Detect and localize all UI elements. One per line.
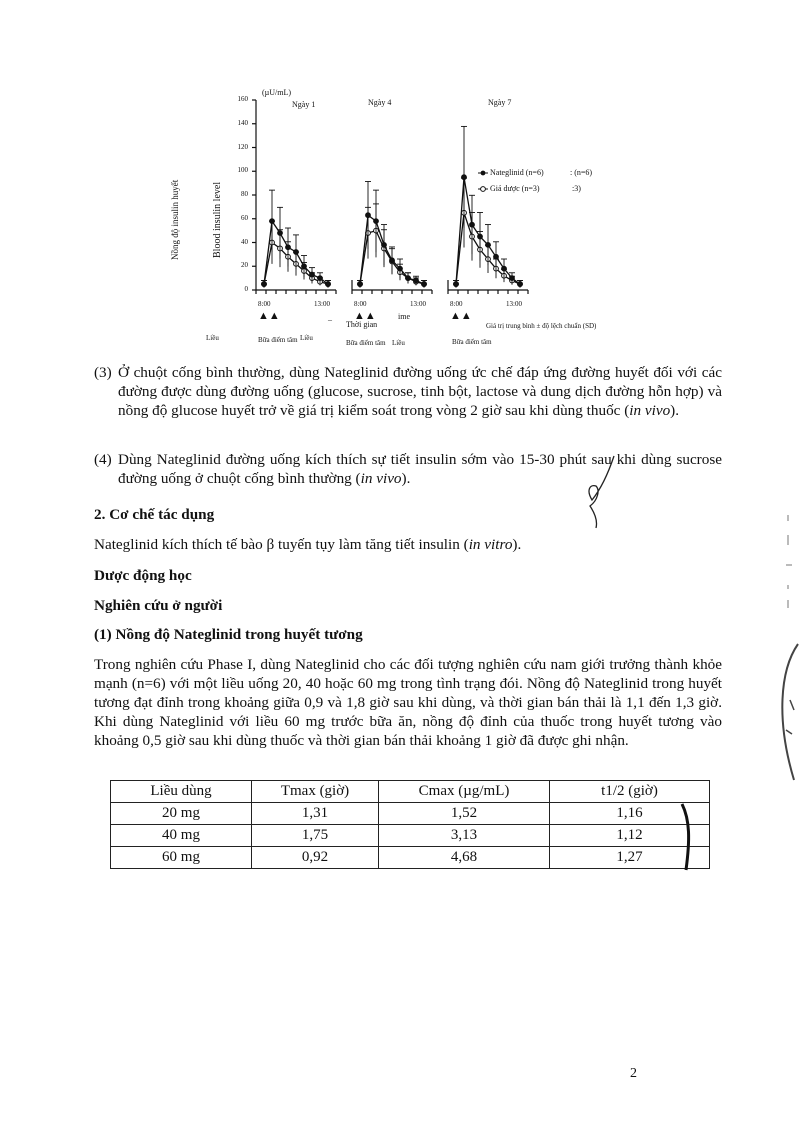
nateglinide-point — [406, 276, 411, 281]
day4-time-start: 8:00 — [354, 300, 367, 308]
table-cell: 3,13 — [379, 825, 550, 847]
table-cell: 1,16 — [550, 803, 710, 825]
y-tick-label: 80 — [241, 190, 248, 198]
nateglinide-point — [326, 282, 331, 287]
y-tick-label: 100 — [237, 166, 248, 175]
y-unit: (µU/mL) — [262, 88, 292, 97]
table-cell: 4,68 — [379, 847, 550, 869]
x-axis-label-en: ime — [398, 312, 410, 321]
meal-label-3: Bữa điểm tâm — [452, 338, 492, 346]
subsection-1-title: (1) Nồng độ Nateglinid trong huyết tương — [94, 626, 363, 643]
nateglinide-point — [294, 250, 299, 255]
nateglinide-point — [454, 282, 459, 287]
nateglinide-point — [270, 219, 275, 224]
table-row — [111, 825, 710, 847]
dose-marker-day4: ▲▲ — [354, 310, 376, 322]
y-tick-label: 0 — [244, 285, 248, 293]
table-header: Cmax (µg/mL) — [379, 781, 550, 803]
bracket-mark — [676, 800, 696, 880]
section-2-text: Nateglinid kích thích tế bào β tuyến tụy làm tăng tiết insulin (in vitro). — [94, 536, 522, 553]
y-tick-label: 60 — [241, 213, 248, 222]
dose-label-1: Liều — [206, 334, 219, 342]
y-tick-label: 120 — [237, 142, 248, 151]
x-axis-label-vi: Thời gian — [346, 320, 378, 329]
nateglinide-point — [374, 219, 379, 224]
item-4: (4) Dùng Nateglinid đường uống kích thích sự tiết insulin sớm vào 15-30 phút sau khi dùng sucrose đường uống ở chuột cống bình thường (in vivo). — [94, 451, 722, 487]
nateglinide-point — [302, 264, 307, 269]
item-3-text: Ở chuột cống bình thường, dùng Nateglinid đường uống ức chế đáp ứng đường huyết đối với các đường được dùng đường uống (glucose, sucrose, tinh bột, lactose và dung dịch đường hỗn hợp) và nồng độ glucose huyết trở về giá trị kiểm soát trong vòng 2 giờ sau khi dùng thuốc ( — [118, 364, 722, 419]
nateglinide-point — [486, 242, 491, 247]
legend-placebo: Giả dược (n=3) — [490, 184, 540, 193]
y-tick-label: 160 — [237, 95, 248, 103]
nateglinide-point — [286, 245, 291, 250]
nateglinide-point — [390, 258, 395, 263]
table-cell: 40 mg — [111, 825, 252, 847]
y-tick-label: 40 — [241, 237, 248, 246]
signature-mark — [570, 450, 630, 530]
edge-marks — [778, 505, 798, 615]
panel-title-day1: Ngày 1 — [292, 100, 316, 109]
human-study-title: Nghiên cứu ở người — [94, 597, 223, 614]
subsection-1-text: Trong nghiên cứu Phase I, dùng Nateglinid cho các đối tượng nghiên cứu nam giới trưởng thành khỏe mạnh (n=6) với một liều uống 20, 40 hoặc 60 mg trong tình trạng đói. Nồng độ Nateglinid trong huyết tương đạt đỉnh trong khoảng giữa 0,9 và 1,8 giờ sau khi dùng, và thời gian bán thải là 1,1 đến 1,3 giờ. Khi dùng Nateglinid với liều 60 mg trước bữa ăn, nồng độ đỉnh của thuốc trong huyết tương vào khoảng 0,5 giờ sau khi dùng thuốc và thời gian bán thải khoảng 1 giờ đã được ghi nhận. — [94, 656, 722, 749]
table-cell: 1,31 — [252, 803, 379, 825]
table-row — [111, 847, 710, 869]
nateglinide-point — [366, 213, 371, 218]
nateglinide-point — [318, 276, 323, 281]
table-header-row — [111, 781, 710, 803]
table-cell: 1,12 — [550, 825, 710, 847]
nateglinide-point — [382, 242, 387, 247]
nateglinide-point — [510, 276, 515, 281]
page-number: 2 — [630, 1066, 637, 1081]
nateglinide-point — [278, 231, 283, 236]
legend-nateglinide: Nateglinid (n=6) — [490, 168, 544, 177]
nateglinide-point — [470, 222, 475, 227]
nateglinide-point — [398, 266, 403, 271]
y-axis-label-en: Blood insulin level — [212, 181, 223, 258]
legend-nateglinide-extra: : (n=6) — [570, 168, 593, 177]
table-cell: 1,52 — [379, 803, 550, 825]
meal-label-1: Bữa điểm tâm — [258, 336, 298, 344]
nateglinide-point — [478, 234, 483, 239]
item-4-number: (4) — [94, 451, 112, 468]
day1-time-start: 8:00 — [258, 300, 271, 308]
item-4-italic: in vivo — [360, 470, 402, 487]
panel-title-day7: Ngày 7 — [488, 98, 512, 107]
day1-time-end: 13:00 — [314, 300, 330, 308]
dose-label-3: Liều — [392, 339, 405, 347]
legend-nateglinide-dot — [481, 171, 486, 176]
table-header: Liều dùng — [111, 781, 252, 803]
dose-label-2: Liều — [300, 334, 313, 342]
day7-time-start: 8:00 — [450, 300, 463, 308]
nateglinide-point — [494, 254, 499, 259]
stamp-fragment — [768, 640, 800, 790]
legend-placebo-extra: :3) — [572, 184, 581, 193]
table-cell: 0,92 — [252, 847, 379, 869]
dose-marker-day1: ▲▲ — [258, 310, 280, 322]
table-cell: 1,27 — [550, 847, 710, 869]
table-header: t1/2 (giờ) — [550, 781, 710, 803]
nateglinide-point — [422, 282, 427, 287]
nateglinide-point — [462, 175, 467, 180]
legend-placebo-dot — [481, 187, 486, 192]
dose-marker-day7: ▲▲ — [450, 310, 472, 322]
table-row — [111, 803, 710, 825]
day4-time-end: 13:00 — [410, 300, 426, 308]
table-header: Tmax (giờ) — [252, 781, 379, 803]
meal-label-2: Bữa điểm tâm — [346, 339, 386, 347]
item-3-number: (3) — [94, 364, 112, 381]
nateglinide-point — [262, 282, 267, 287]
table-cell: 60 mg — [111, 847, 252, 869]
nateglinide-point — [414, 278, 419, 283]
y-tick-label: 140 — [237, 118, 248, 127]
table-cell: 1,75 — [252, 825, 379, 847]
day7-time-end: 13:00 — [506, 300, 522, 308]
panel-title-day4: Ngày 4 — [368, 98, 392, 107]
item-3-italic: in vivo — [629, 402, 671, 419]
pk-table — [110, 780, 710, 869]
item-3: (3) Ở chuột cống bình thường, dùng Nateglinid đường uống ức chế đáp ứng đường huyết đối với các đường được dùng đường uống (glucose, sucrose, tinh bột, lactose và dung dịch đường hỗn hợp) và nồng độ glucose huyết trở về giá trị kiểm soát trong vòng 2 giờ sau khi dùng thuốc (in vivo). — [94, 364, 722, 419]
sd-note: Giá trị trung bình ± độ lệch chuẩn (SD) — [486, 322, 597, 330]
table-cell: 20 mg — [111, 803, 252, 825]
nateglinide-point — [310, 272, 315, 277]
nateglinide-point — [518, 282, 523, 287]
x-dash: – — [328, 315, 332, 324]
nateglinide-point — [358, 282, 363, 287]
y-axis-label-vi: Nồng độ insulin huyết — [170, 179, 180, 260]
insulin-chart-svg — [0, 0, 800, 360]
y-tick-label: 20 — [241, 261, 248, 270]
nateglinide-point — [502, 266, 507, 271]
item-4-text: Dùng Nateglinid đường uống kích thích sự tiết insulin sớm vào 15-30 phút sau khi dùng sucrose đường uống ở chuột cống bình thường ( — [118, 451, 722, 487]
section-2-title: 2. Cơ chế tác dụng — [94, 506, 215, 523]
pk-title: Dược động học — [94, 567, 192, 584]
